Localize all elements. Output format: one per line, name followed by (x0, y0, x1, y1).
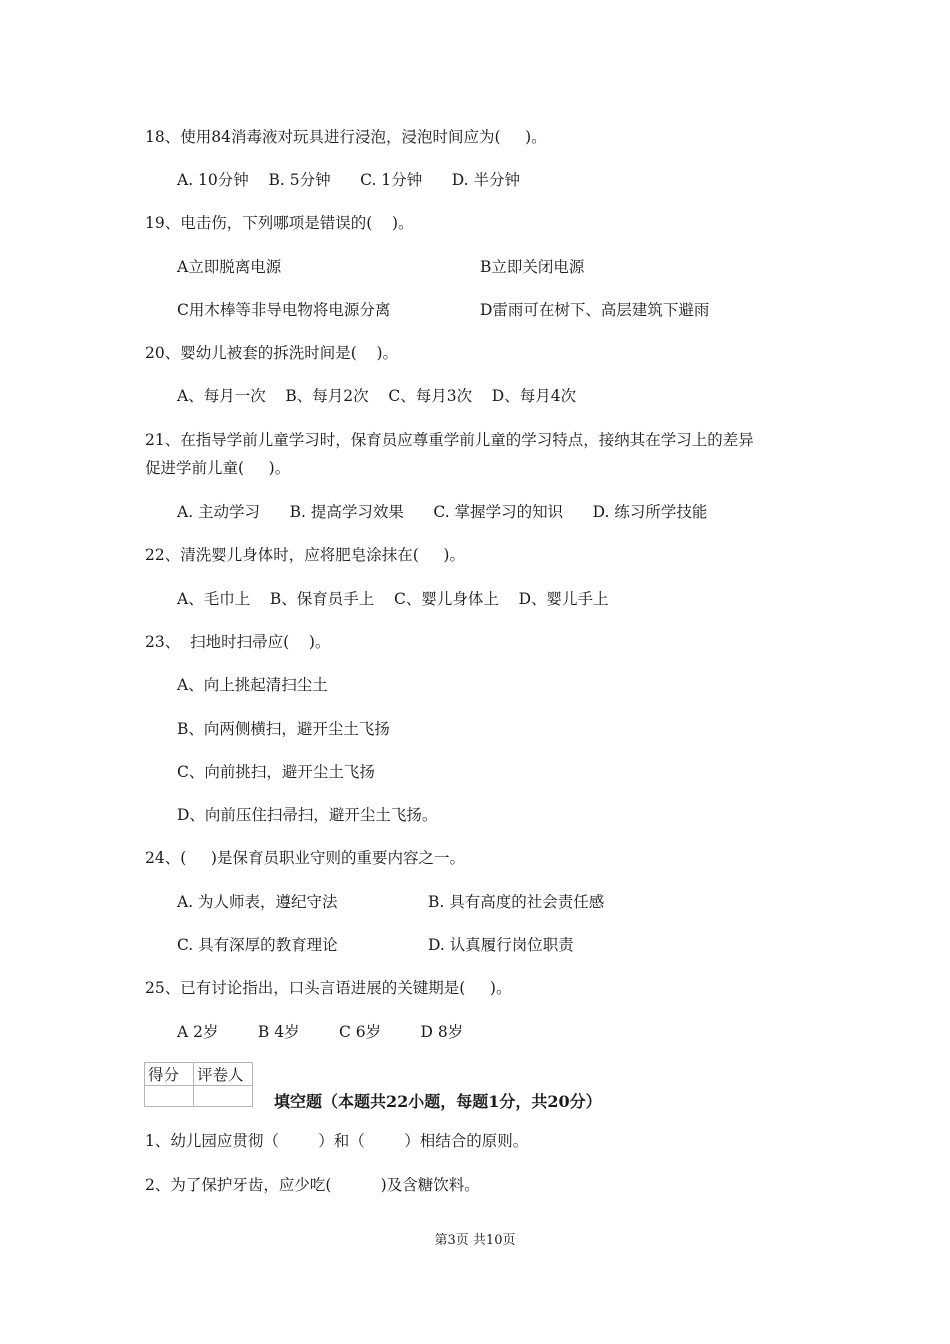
question-19-option-a: A立即脱离电源 (177, 258, 282, 276)
question-24-option-a: A. 为人师表，遵纪守法 (177, 893, 338, 911)
question-21-stem-line2: 促进学前儿童( )。 (145, 459, 291, 477)
question-19-option-d: D雷雨可在树下、高层建筑下避雨 (480, 301, 710, 319)
question-22-options: A、毛巾上 B、保育员手上 C、婴儿身体上 D、婴儿手上 (177, 590, 609, 608)
question-24-stem: 24、( )是保育员职业守则的重要内容之一。 (145, 849, 465, 867)
question-24-option-c: C. 具有深厚的教育理论 (177, 936, 338, 954)
question-19-stem: 19、电击伤，下列哪项是错误的( )。 (145, 214, 414, 232)
question-25-stem: 25、已有讨论指出，口头言语进展的关键期是( )。 (145, 979, 512, 997)
score-header: 得分 (145, 1063, 194, 1086)
fill-item-2: 2、为了保护牙齿，应少吃( )及含糖饮料。 (145, 1176, 480, 1194)
question-23-option-b: B、向两侧横扫，避开尘土飞扬 (177, 720, 390, 738)
question-25-options: A 2岁 B 4岁 C 6岁 D 8岁 (177, 1023, 464, 1041)
question-23-stem: 23、 扫地时扫帚应( )。 (145, 633, 331, 651)
section-title: 填空题（本题共22小题，每题1分，共20分） (274, 1092, 602, 1111)
question-19-option-b: B立即关闭电源 (480, 258, 585, 276)
fill-item-1: 1、幼儿园应贯彻（ ）和（ ）相结合的原则。 (145, 1132, 529, 1150)
question-23-option-c: C、向前挑扫，避开尘土飞扬 (177, 763, 375, 781)
question-18-options: A. 10分钟 B. 5分钟 C. 1分钟 D. 半分钟 (177, 171, 520, 189)
question-22-stem: 22、清洗婴儿身体时，应将肥皂涂抹在( )。 (145, 546, 465, 564)
score-cell (145, 1086, 194, 1107)
grader-header: 评卷人 (194, 1063, 253, 1086)
score-table (144, 1062, 253, 1107)
question-23-option-d: D、向前压住扫帚扫，避开尘土飞扬。 (177, 806, 438, 824)
page-footer: 第3页 共10页 (434, 1233, 516, 1248)
question-24-option-b: B. 具有高度的社会责任感 (428, 893, 605, 911)
question-20-stem: 20、婴幼儿被套的拆洗时间是( )。 (145, 344, 399, 362)
question-21-options: A. 主动学习 B. 提高学习效果 C. 掌握学习的知识 D. 练习所学技能 (177, 503, 708, 521)
question-18-stem: 18、使用84消毒液对玩具进行浸泡，浸泡时间应为( )。 (145, 128, 547, 146)
question-23-option-a: A、向上挑起清扫尘土 (177, 676, 328, 694)
question-24-option-d: D. 认真履行岗位职责 (428, 936, 574, 954)
question-19-option-c: C用木棒等非导电物将电源分离 (177, 301, 391, 319)
grader-cell (194, 1086, 253, 1107)
question-21-stem-line1: 21、在指导学前儿童学习时，保育员应尊重学前儿童的学习特点，接纳其在学习上的差异 (145, 431, 754, 449)
question-20-options: A、每月一次 B、每月2次 C、每月3次 D、每月4次 (177, 387, 577, 405)
